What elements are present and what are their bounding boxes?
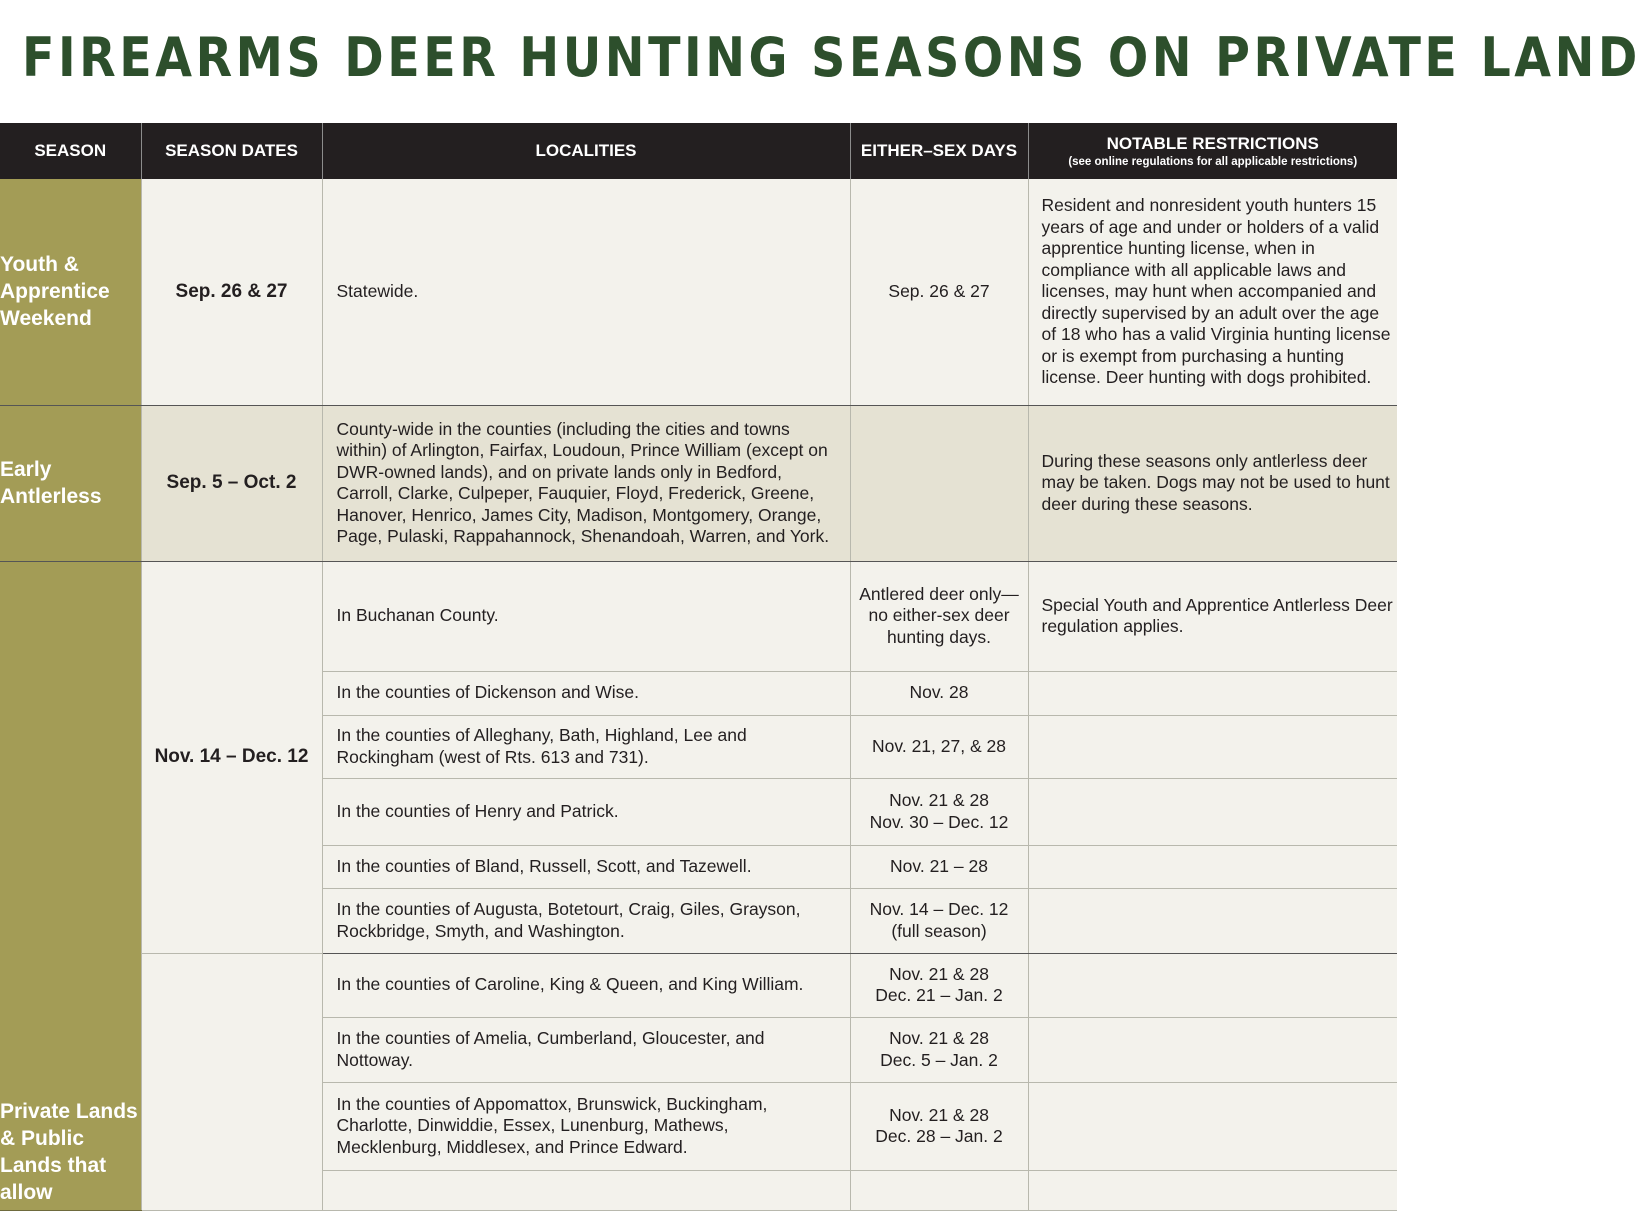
restrictions-cell (1028, 671, 1397, 715)
either-sex-days-line: (full season) (891, 920, 987, 941)
either-sex-days-line: Nov. 21 & 28 (889, 790, 989, 810)
either-sex-days-cell: Nov. 21 – 28 (850, 845, 1028, 888)
header-localities: LOCALITIES (322, 123, 850, 179)
restrictions-cell (1028, 1017, 1397, 1082)
localities-cell: In the counties of Amelia, Cumberland, Gloucester, and Nottoway. (322, 1017, 850, 1082)
localities-cell: In the counties of Augusta, Botetourt, Craig, Giles, Grayson, Rockbridge, Smyth, and Washington. (322, 888, 850, 953)
restrictions-cell: Resident and nonresident youth hunters 15 years of age and under or holders of a valid apprentice hunting license, when in compliance with all applicable laws and licenses, may hunt when accompanied and directly supervised by an adult over the age of 18 who has a valid Virginia hunting license or is exempt from purchasing a hunting license. Deer hunting with dogs prohibited. (1028, 179, 1397, 405)
localities-cell: In the counties of Alleghany, Bath, Highland, Lee and Rockingham (west of Rts. 613 and 731). (322, 715, 850, 778)
either-sex-days-cell: Nov. 21, 27, & 28 (850, 715, 1028, 778)
page-title: FIREARMS DEER HUNTING SEASONS ON PRIVATE LAND (22, 26, 1641, 89)
either-sex-days-line: Dec. 28 – Jan. 2 (875, 1126, 1003, 1146)
either-sex-days-line: Dec. 21 – Jan. 2 (875, 985, 1003, 1005)
either-sex-days-line: Nov. 30 – Dec. 12 (869, 811, 1009, 832)
table-row (0, 179, 1397, 405)
table-row (0, 405, 1397, 561)
season-name-early-antlerless: Early Antlerless (0, 405, 141, 561)
either-sex-days-line: Nov. 21 & 28 (889, 963, 989, 984)
restrictions-cell: Special Youth and Apprentice Antlerless Deer regulation applies. (1028, 561, 1397, 671)
either-sex-days-cell (850, 1017, 1028, 1082)
table-header-row (0, 123, 1397, 179)
either-sex-days-cell: Antlered deer only—no either-sex deer hunting days. (850, 561, 1028, 671)
restrictions-cell (1028, 953, 1397, 1017)
either-sex-days-cell: Nov. 28 (850, 671, 1028, 715)
restrictions-cell: During these seasons only antlerless deer may be taken. Dogs may not be used to hunt deer during these seasons. (1028, 405, 1397, 561)
seasons-table (0, 123, 1397, 1211)
header-season: SEASON (0, 123, 141, 179)
restrictions-cell (1028, 888, 1397, 953)
season-dates: Sep. 5 – Oct. 2 (141, 405, 322, 561)
either-sex-days-line: Nov. 21 & 28 (889, 1104, 989, 1125)
either-sex-days-line: Nov. 14 – Dec. 12 (869, 899, 1009, 919)
either-sex-days-cell (850, 778, 1028, 845)
either-sex-days-cell (850, 1170, 1028, 1210)
localities-cell: County-wide in the counties (including the cities and towns within) of Arlington, Fairfax, Loudoun, Prince William (except on DWR-owned lands), and on private lands only in Bedford, Carroll, Clarke, Culpeper, Fauquier, Floyd, Frederick, Greene, Hanover, Henrico, James City, Madison, Montgomery, Orange, Page, Pulaski, Rappahannock, Shenandoah, Warren, and York. (322, 405, 850, 561)
either-sex-days-cell: Sep. 26 & 27 (850, 179, 1028, 405)
localities-cell: In the counties of Dickenson and Wise. (322, 671, 850, 715)
either-sex-days-line: Nov. 21 & 28 (889, 1028, 989, 1048)
localities-cell: In Buchanan County. (322, 561, 850, 671)
restrictions-cell (1028, 845, 1397, 888)
restrictions-cell (1028, 1170, 1397, 1210)
header-notable-restrictions (1028, 123, 1397, 179)
restrictions-cell (1028, 778, 1397, 845)
table-row (0, 953, 1397, 1017)
season-dates (141, 953, 322, 1210)
either-sex-days-cell (850, 888, 1028, 953)
localities-cell: In the counties of Appomattox, Brunswick, Buckingham, Charlotte, Dinwiddie, Essex, Lunenburg, Mathews, Mecklenburg, Middlesex, and Prince Edward. (322, 1082, 850, 1170)
localities-cell: In the counties of Henry and Patrick. (322, 778, 850, 845)
restrictions-cell (1028, 1082, 1397, 1170)
either-sex-days-line: Dec. 5 – Jan. 2 (880, 1049, 998, 1070)
either-sex-days-cell (850, 1082, 1028, 1170)
restrictions-cell (1028, 715, 1397, 778)
season-name-youth: Youth & Apprentice Weekend (0, 179, 141, 405)
either-sex-days-cell (850, 405, 1028, 561)
season-dates: Nov. 14 – Dec. 12 (141, 561, 322, 953)
header-restrictions-label: NOTABLE RESTRICTIONS (1106, 134, 1319, 153)
header-either-sex-days: EITHER–SEX DAYS (850, 123, 1028, 179)
localities-cell (322, 1170, 850, 1210)
either-sex-days-cell (850, 953, 1028, 1017)
table-row (0, 561, 1397, 671)
localities-cell: In the counties of Caroline, King & Queen, and King William. (322, 953, 850, 1017)
header-restrictions-note: (see online regulations for all applicable restrictions) (1068, 156, 1358, 168)
header-season-dates: SEASON DATES (141, 123, 322, 179)
localities-cell: In the counties of Bland, Russell, Scott, and Tazewell. (322, 845, 850, 888)
season-name-private-lands: Private Lands & Public Lands that allow (0, 561, 141, 1210)
season-dates: Sep. 26 & 27 (141, 179, 322, 405)
localities-cell: Statewide. (322, 179, 850, 405)
